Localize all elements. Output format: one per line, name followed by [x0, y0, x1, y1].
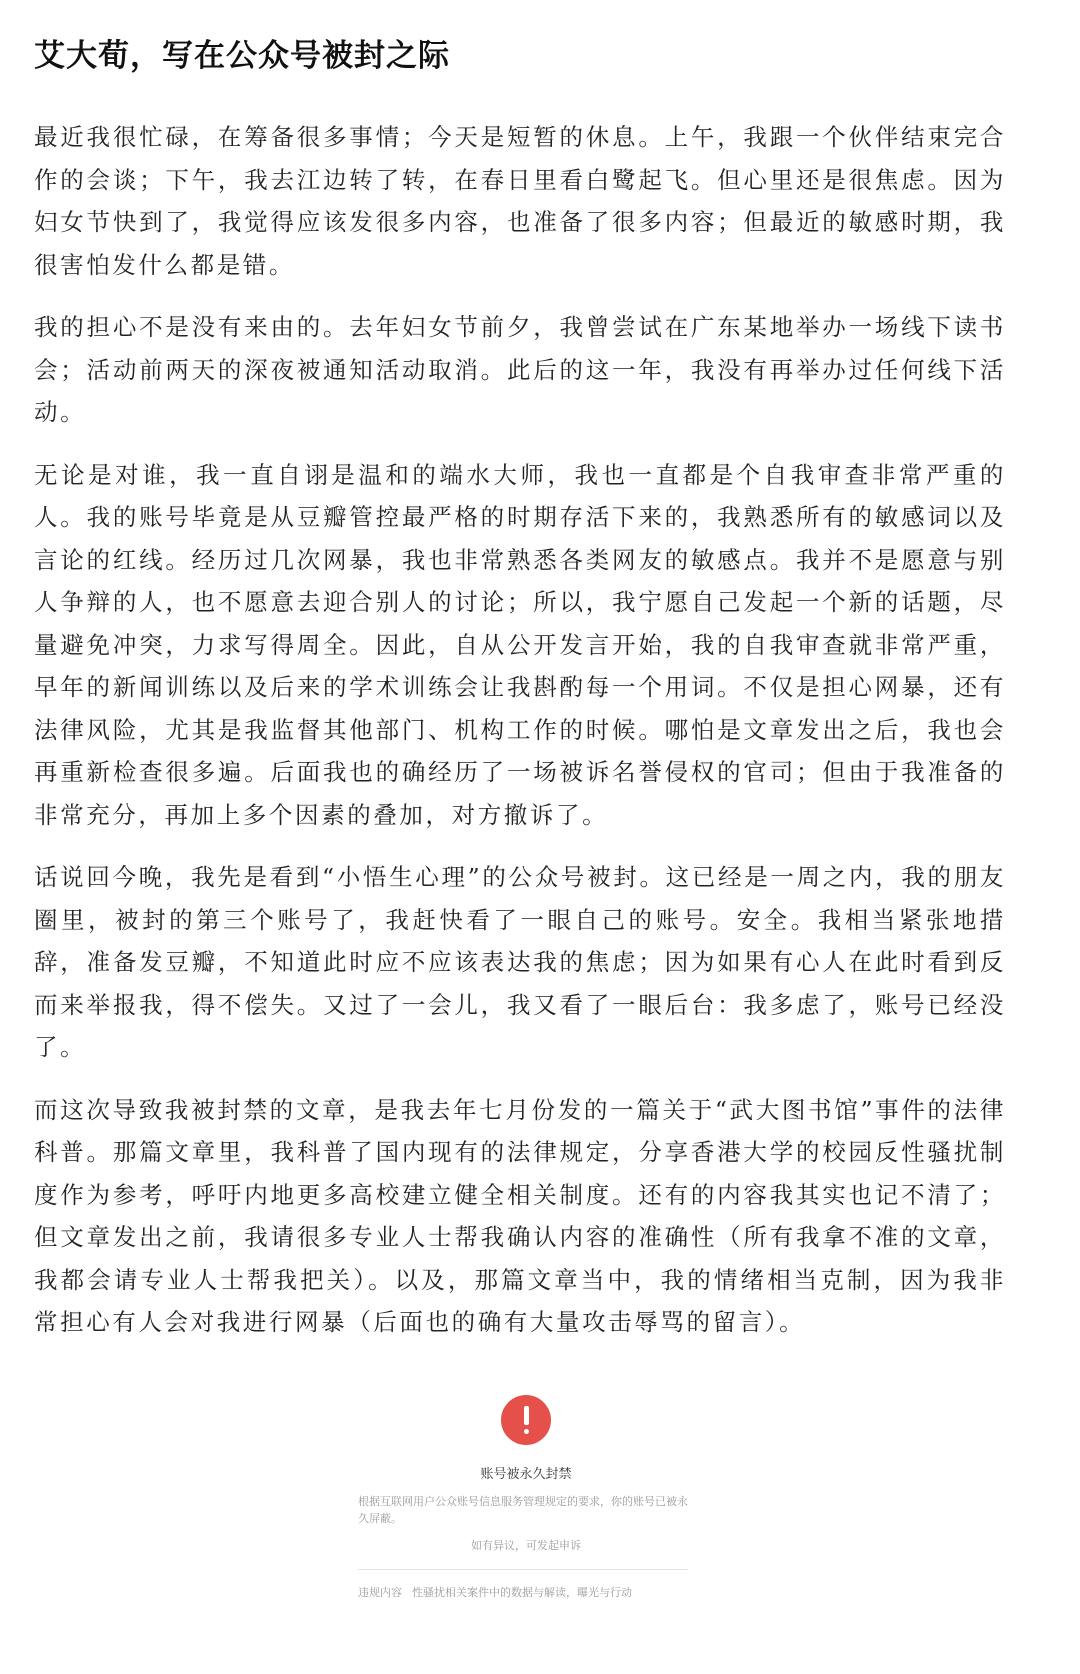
article-paragraph-4: 话说回今晚，我先是看到“小悟生心理”的公众号被封。这已经是一周之内，我的朋友圈里，被封的第三个账号了，我赶快看了一眼自己的账号。安全。我相当紧张地措辞，准备发豆瓣，不知道此时应不应该表达我的焦虑；因为如果有心人在此时看到反而来举报我，得不偿失。又过了一会儿，我又看了一眼后台：我多虑了，账号已经没了。 [34, 863, 1006, 1061]
ban-notice-title: 账号被永久封禁 [480, 1467, 572, 1482]
exclamation-circle-icon [501, 1395, 551, 1445]
article [34, 30, 1034, 1364]
article-paragraph-3: 无论是对谁，我一直自诩是温和的端水大师，我也一直都是个自我审查非常严重的人。我的账号毕竟是从豆瓣管控最严格的时期存活下来的，我熟悉所有的敏感词以及言论的红线。经历过几次网暴，我也非常熟悉各类网友的敏感点。我并不是愿意与别人争辩的人，也不愿意去迎合别人的讨论；所以，我宁愿自己发起一个新的话题，尽量避免冲突，力求写得周全。因此，自从公开发言开始，我的自我审查就非常严重，早年的新闻训练以及后来的学术训练会让我斟酌每一个用词。不仅是担心网暴，还有法律风险，尤其是我监督其他部门、机构工作的时候。哪怕是文章发出之后，我也会再重新检查很多遍。后面我也的确经历了一场被诉名誉侵权的官司；但由于我准备的非常充分，再加上多个因素的叠加，对方撤诉了。 [34, 460, 1006, 829]
violation-content: 性骚扰相关案件中的数据与解读，曝光与行动 [412, 1586, 632, 1599]
divider [358, 1569, 688, 1570]
violation-label: 违规内容 [358, 1586, 402, 1599]
ban-notice-description: 根据互联网用户公众账号信息服务管理规定的要求，你的账号已被永久屏蔽。 [358, 1495, 688, 1525]
article-title: 艾大荀，写在公众号被封之际 [34, 38, 450, 74]
article-paragraph-1: 最近我很忙碌，在筹备很多事情；今天是短暂的休息。上午，我跟一个伙伴结束完合作的会谈；下午，我去江边转了转，在春日里看白鹭起飞。但心里还是很焦虑。因为妇女节快到了，我觉得应该发很多内容，也准备了很多内容；但最近的敏感时期，我很害怕发什么都是错。 [34, 123, 1006, 279]
violation-info [358, 1584, 694, 1600]
article-paragraph-5: 而这次导致我被封禁的文章，是我去年七月份发的一篇关于“武大图书馆”事件的法律科普。那篇文章里，我科普了国内现有的法律规定，分享香港大学的校园反性骚扰制度作为参考，呼吁内地更多高校建立健全相关制度。还有的内容我其实也记不清了；但文章发出之前，我请很多专业人士帮我确认内容的准确性（所有我拿不准的文章，我都会请专业人士帮我把关）。以及，那篇文章当中，我的情绪相当克制，因为我非常担心有人会对我进行网暴（后面也的确有大量攻击辱骂的留言）。 [34, 1095, 1006, 1336]
appeal-link[interactable]: 如有异议，可发起申诉 [471, 1539, 581, 1552]
article-paragraph-2: 我的担心不是没有来由的。去年妇女节前夕，我曾尝试在广东某地举办一场线下读书会；活动前两天的深夜被通知活动取消。此后的这一年，我没有再举办过任何线下活动。 [34, 313, 1006, 426]
ban-notice [358, 1395, 694, 1600]
